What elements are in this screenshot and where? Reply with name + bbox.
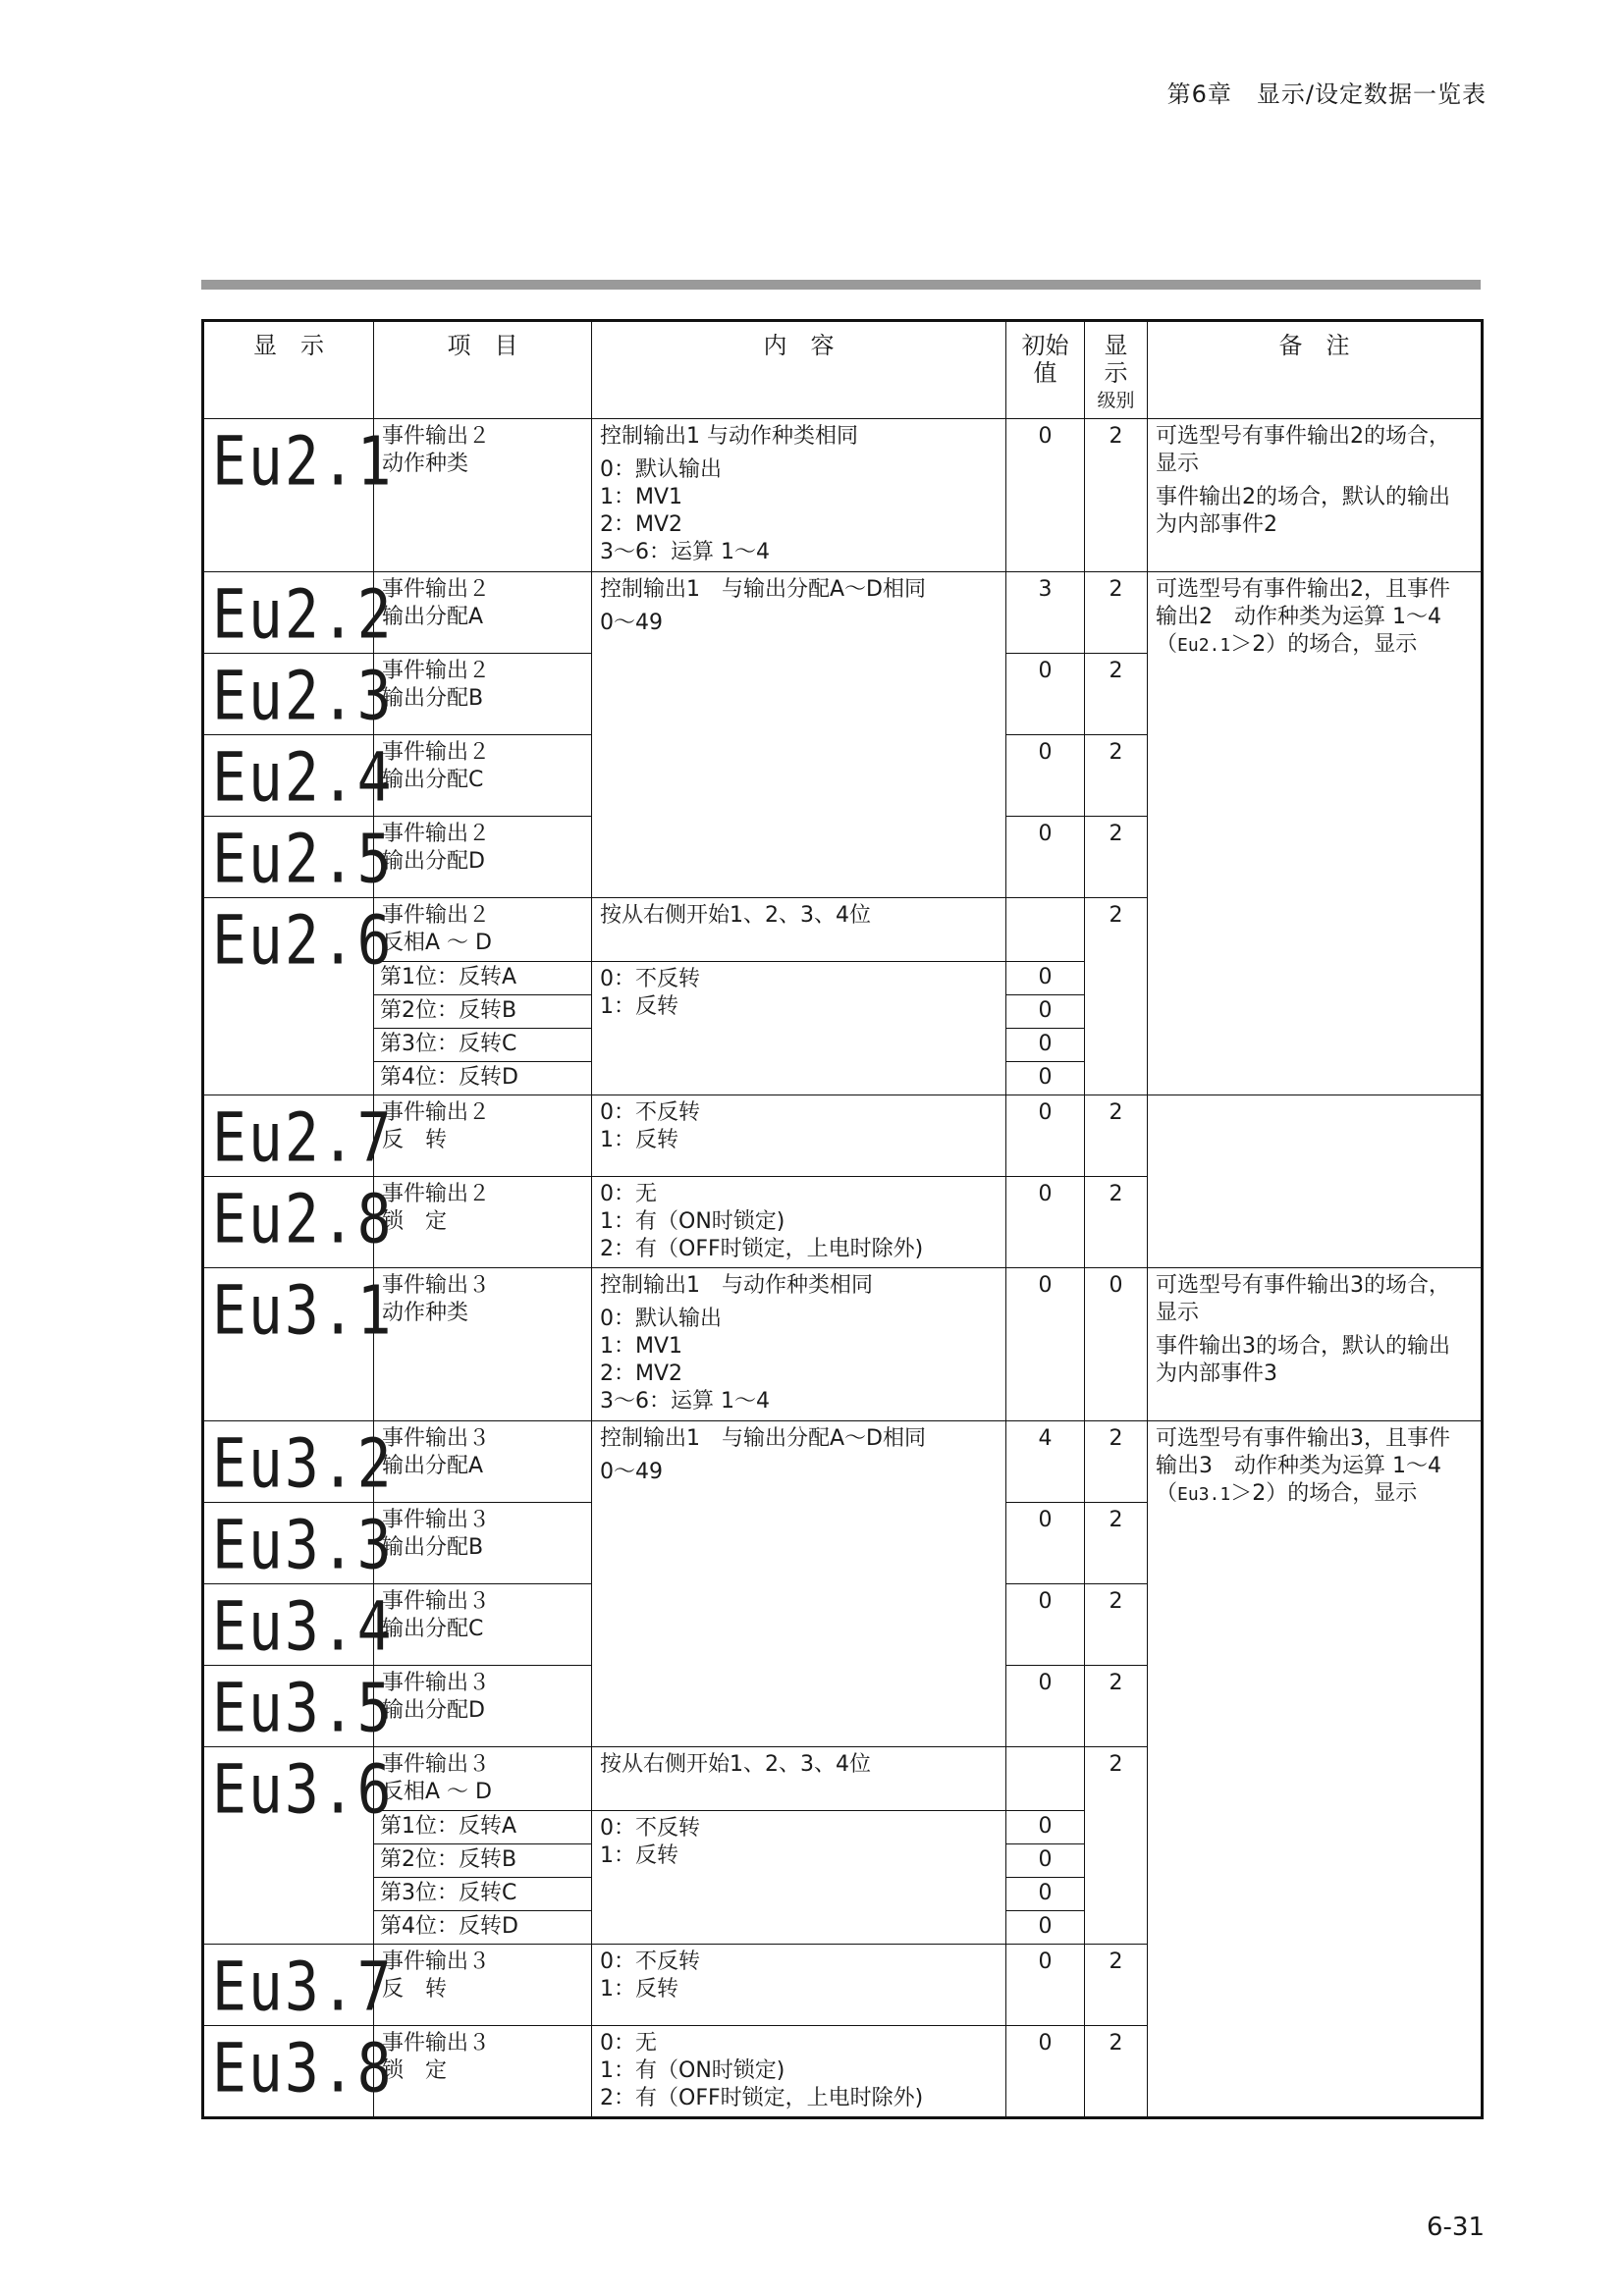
bit-item: 第3位：反转C: [374, 1029, 592, 1062]
display-cell: [203, 735, 394, 818]
content-line: 1：反转: [600, 1977, 678, 2002]
item-cell: [374, 572, 592, 654]
item-name: 事件输出３: [382, 1273, 491, 1298]
header-level-main: 显示: [1104, 332, 1128, 387]
content-cell: [592, 1945, 1006, 2026]
item-name: 事件输出２: [382, 577, 491, 602]
item-name: 事件输出３: [382, 1671, 491, 1695]
content-cell: [592, 419, 1006, 572]
segment-display-code: Eu2.4: [212, 737, 394, 818]
content-line: 控制输出1 与动作种类相同: [600, 1273, 873, 1298]
segment-display-code: Eu2.1: [212, 421, 394, 502]
initial-value: 0: [1006, 735, 1085, 817]
segment-display-code: Eu2.3: [212, 656, 394, 736]
initial-value: 0: [1006, 1666, 1085, 1747]
note-line: [1156, 631, 1473, 660]
item-name: 事件输出２: [382, 822, 491, 846]
content-line: 按从右侧开始1、2、3、4位: [600, 903, 871, 928]
segment-display-code: Eu2.5: [212, 819, 394, 899]
item-cell: [374, 419, 592, 572]
bit-item: 第4位：反转D: [374, 1911, 592, 1945]
initial-value: [1006, 1747, 1085, 1811]
item-subname: 动作种类: [382, 1301, 469, 1325]
display-level: 2: [1085, 419, 1148, 572]
display-level: 2: [1085, 1945, 1148, 2026]
bit-item: 第1位：反转A: [374, 1811, 592, 1844]
item-cell: [374, 1666, 592, 1747]
bit-item: 第2位：反转B: [374, 995, 592, 1029]
table-row: [203, 572, 1483, 654]
segment-display-code: Eu3.6: [212, 1749, 394, 1830]
content-line: 1：反转: [600, 1128, 678, 1152]
content-cell: [592, 1747, 1006, 1811]
content-line: 3～6：运算 1～4: [600, 1389, 770, 1414]
initial-value: [1006, 898, 1085, 962]
initial-value: 0: [1006, 1268, 1085, 1421]
content-line: 0：不反转: [600, 1949, 700, 1974]
item-name: 事件输出３: [382, 1589, 491, 1614]
item-name: 事件输出２: [382, 1100, 491, 1125]
content-line: 0：无: [600, 1182, 657, 1206]
note-line: 事件输出2的场合，默认的输出: [1156, 485, 1450, 509]
display-cell: [203, 1421, 394, 1504]
table-row: [203, 419, 1483, 572]
bit-item: 第3位：反转C: [374, 1878, 592, 1911]
segment-display-code: Eu2.6: [212, 900, 394, 981]
item-cell: [374, 1503, 592, 1584]
content-cell: [592, 1811, 1006, 1945]
item-subname: 反 转: [382, 1977, 448, 2002]
note-line: 为内部事件3: [1156, 1362, 1277, 1386]
display-cell: [203, 1666, 394, 1748]
item-cell: [374, 1945, 592, 2026]
table-row: [203, 1268, 1483, 1421]
initial-value: 0: [1006, 995, 1085, 1029]
note-line: 为内部事件2: [1156, 512, 1277, 537]
item-cell: [374, 898, 592, 962]
initial-value: 4: [1006, 1421, 1085, 1503]
note-line: 显示: [1156, 452, 1200, 476]
initial-value: 0: [1006, 817, 1085, 898]
note-line: 输出2 动作种类为运算 1～4: [1156, 605, 1441, 629]
content-line: 控制输出1 与输出分配A～D相同: [600, 1426, 926, 1451]
display-cell: [203, 1584, 394, 1667]
item-name: 事件输出３: [382, 1949, 491, 1974]
initial-value: 0: [1006, 1811, 1085, 1844]
initial-value: 0: [1006, 1503, 1085, 1584]
segment-display-code: Eu3.2: [212, 1423, 394, 1504]
content-line: 2：有（OFF时锁定，上电时除外): [600, 2086, 924, 2110]
content-line: 0：默认输出: [600, 1307, 722, 1331]
table-row: [203, 1177, 1483, 1268]
item-cell: [374, 817, 592, 898]
header-notes: 备 注: [1148, 321, 1483, 419]
segment-display-code: Eu2.2: [212, 574, 394, 655]
item-subname: 动作种类: [382, 452, 469, 476]
notes-cell: [1148, 419, 1483, 572]
item-name: 事件输出２: [382, 740, 491, 765]
initial-value: 0: [1006, 1584, 1085, 1666]
initial-value: 0: [1006, 1911, 1085, 1945]
content-cell: [592, 1177, 1006, 1268]
segment-display-code: Eu3.3: [212, 1505, 394, 1585]
display-cell: [203, 1177, 394, 1268]
display-level: 2: [1085, 654, 1148, 735]
item-subname: 锁 定: [382, 1209, 448, 1234]
header-item: 项 目: [374, 321, 592, 419]
header-initial: 初始值: [1006, 321, 1085, 419]
item-subname: 输出分配C: [382, 1617, 484, 1641]
display-cell: [203, 572, 394, 655]
content-line: 3～6：运算 1～4: [600, 540, 770, 564]
content-line: 1：反转: [600, 1843, 678, 1868]
item-cell: [374, 2026, 592, 2118]
content-line: 0：无: [600, 2031, 657, 2056]
display-cell: [203, 1268, 394, 1421]
display-level: 2: [1085, 1666, 1148, 1747]
content-cell: [592, 1421, 1006, 1747]
item-name: 事件输出３: [382, 1508, 491, 1532]
header-level: [1085, 321, 1148, 419]
notes-cell: [1148, 1421, 1483, 2118]
content-line: 控制输出1 与输出分配A～D相同: [600, 577, 926, 602]
section-rule: [201, 280, 1481, 290]
content-line: 1：MV1: [600, 1334, 683, 1359]
note-text: ＞2）的场合，显示: [1230, 1481, 1418, 1506]
content-cell: [592, 2026, 1006, 2118]
item-subname: 输出分配D: [382, 849, 485, 874]
note-text: （: [1156, 632, 1178, 657]
content-line: 0：不反转: [600, 1100, 700, 1125]
segment-display-code: Eu2.8: [212, 1179, 394, 1259]
display-level: 0: [1085, 1268, 1148, 1421]
content-cell: [592, 962, 1006, 1095]
segment-display-code: Eu2.7: [212, 1097, 394, 1178]
item-subname: 输出分配B: [382, 1535, 484, 1560]
item-subname: 输出分配A: [382, 605, 484, 629]
display-cell: [203, 1945, 394, 2027]
initial-value: 0: [1006, 1878, 1085, 1911]
display-level: 2: [1085, 1584, 1148, 1666]
item-subname: 反 转: [382, 1128, 448, 1152]
header-level-sub: 级别: [1097, 390, 1135, 411]
bit-item: 第2位：反转B: [374, 1844, 592, 1878]
bit-item: 第1位：反转A: [374, 962, 592, 995]
initial-value: 0: [1006, 1029, 1085, 1062]
initial-value: 0: [1006, 654, 1085, 735]
display-level: 2: [1085, 898, 1148, 1095]
initial-value: 0: [1006, 2026, 1085, 2118]
initial-value: 0: [1006, 1095, 1085, 1177]
item-cell: [374, 735, 592, 817]
item-name: 事件输出２: [382, 659, 491, 683]
content-line: 0：不反转: [600, 967, 700, 991]
item-cell: [374, 1584, 592, 1666]
note-line: 可选型号有事件输出2，且事件: [1156, 577, 1450, 602]
parameter-table: [201, 319, 1484, 2119]
initial-value: 0: [1006, 1844, 1085, 1878]
notes-cell: [1148, 1268, 1483, 1421]
display-cell: [203, 1503, 394, 1585]
content-cell: [592, 1095, 1006, 1177]
item-cell: [374, 1747, 592, 1811]
table-header-row: [203, 321, 1483, 419]
initial-value: 3: [1006, 572, 1085, 654]
display-cell: [203, 898, 394, 1095]
running-title: 第6章 显示/设定数据一览表: [1166, 80, 1487, 108]
item-name: 事件输出３: [382, 1752, 491, 1777]
item-name: 事件输出３: [382, 2031, 491, 2056]
note-line: 可选型号有事件输出3的场合，: [1156, 1273, 1450, 1298]
item-name: 事件输出２: [382, 903, 491, 928]
item-subname: 锁 定: [382, 2058, 448, 2083]
item-subname: 反相A ～ D: [382, 931, 492, 955]
display-cell: [203, 1747, 394, 1945]
note-line: 可选型号有事件输出2的场合，: [1156, 424, 1450, 449]
content-line: 2：MV2: [600, 1362, 683, 1386]
display-level: 2: [1085, 735, 1148, 817]
bit-item: 第4位：反转D: [374, 1062, 592, 1095]
content-line: 0～49: [600, 1460, 663, 1484]
page-number: 6-31: [1426, 2213, 1485, 2242]
item-name: 事件输出２: [382, 424, 491, 449]
initial-value: 0: [1006, 419, 1085, 572]
display-level: 2: [1085, 1177, 1148, 1268]
display-cell: [203, 654, 394, 736]
initial-value: 0: [1006, 1945, 1085, 2026]
content-cell: [592, 898, 1006, 962]
note-line: 可选型号有事件输出3，且事件: [1156, 1426, 1450, 1451]
item-name: 事件输出３: [382, 1426, 491, 1451]
table-row: [203, 1421, 1483, 1503]
content-cell: [592, 1268, 1006, 1421]
item-subname: 输出分配A: [382, 1454, 484, 1478]
display-level: 2: [1085, 1095, 1148, 1177]
item-subname: 输出分配D: [382, 1698, 485, 1723]
content-cell: [592, 572, 1006, 898]
display-cell: [203, 419, 394, 572]
content-line: 控制输出1 与动作种类相同: [600, 424, 858, 449]
inline-segment-code: Eu2.1: [1177, 635, 1231, 656]
item-subname: 输出分配B: [382, 686, 484, 711]
display-level: 2: [1085, 1747, 1148, 1945]
content-line: 0～49: [600, 611, 663, 635]
display-cell: [203, 817, 394, 899]
note-line: 输出3 动作种类为运算 1～4: [1156, 1454, 1441, 1478]
content-line: 1：MV1: [600, 485, 683, 509]
note-line: 显示: [1156, 1301, 1200, 1325]
inline-segment-code: Eu3.1: [1177, 1484, 1231, 1505]
initial-value: 0: [1006, 1177, 1085, 1268]
display-level: 2: [1085, 1503, 1148, 1584]
content-line: 2：MV2: [600, 512, 683, 537]
display-level: 2: [1085, 2026, 1148, 2118]
note-text: ＞2）的场合，显示: [1230, 632, 1418, 657]
note-line: 事件输出3的场合，默认的输出: [1156, 1334, 1450, 1359]
content-line: 0：默认输出: [600, 457, 722, 482]
item-cell: [374, 1421, 592, 1503]
segment-display-code: Eu3.1: [212, 1270, 394, 1351]
segment-display-code: Eu3.8: [212, 2028, 394, 2109]
item-subname: 输出分配C: [382, 768, 484, 792]
note-text: （: [1156, 1481, 1178, 1506]
header-display: 显 示: [203, 321, 374, 419]
segment-display-code: Eu3.4: [212, 1586, 394, 1667]
content-line: 1：反转: [600, 994, 678, 1019]
header-content: 内 容: [592, 321, 1006, 419]
notes-cell: [1148, 572, 1483, 1095]
segment-display-code: Eu3.7: [212, 1947, 394, 2027]
item-name: 事件输出２: [382, 1182, 491, 1206]
display-level: 2: [1085, 817, 1148, 898]
display-cell: [203, 2026, 394, 2118]
note-line: [1156, 1480, 1473, 1509]
display-level: 2: [1085, 572, 1148, 654]
segment-display-code: Eu3.5: [212, 1668, 394, 1748]
content-line: 1：有（ON时锁定): [600, 2058, 785, 2083]
display-level: 2: [1085, 1421, 1148, 1503]
item-cell: [374, 1095, 592, 1177]
initial-value: 0: [1006, 962, 1085, 995]
content-line: 1：有（ON时锁定): [600, 1209, 785, 1234]
item-cell: [374, 1177, 592, 1268]
content-line: 0：不反转: [600, 1816, 700, 1841]
display-cell: [203, 1095, 394, 1178]
item-cell: [374, 1268, 592, 1421]
content-line: 按从右侧开始1、2、3、4位: [600, 1752, 871, 1777]
table-row: [203, 1095, 1483, 1177]
item-subname: 反相A ～ D: [382, 1780, 492, 1804]
item-cell: [374, 654, 592, 735]
initial-value: 0: [1006, 1062, 1085, 1095]
content-line: 2：有（OFF时锁定，上电时除外): [600, 1237, 924, 1261]
